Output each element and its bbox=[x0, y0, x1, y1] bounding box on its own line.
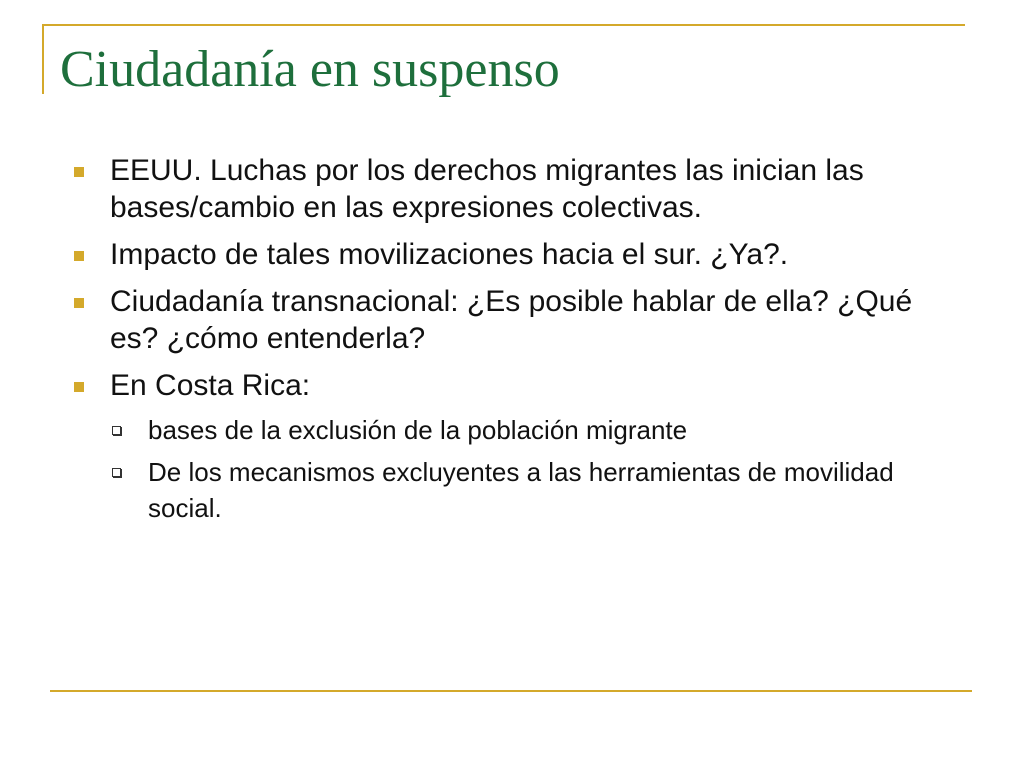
square-bullet-icon bbox=[74, 298, 84, 308]
slide-title: Ciudadanía en suspenso bbox=[60, 41, 560, 98]
bullet-item bbox=[68, 152, 948, 226]
top-rule bbox=[42, 24, 965, 26]
sub-bullet-item bbox=[110, 412, 948, 448]
bullet-text: Ciudadanía transnacional: ¿Es posible hablar de ella? ¿Qué es? ¿cómo entenderla? bbox=[110, 285, 913, 355]
square-bullet-icon bbox=[74, 251, 84, 261]
slide-body bbox=[68, 152, 948, 536]
left-rule bbox=[42, 24, 44, 94]
square-bullet-icon bbox=[74, 167, 84, 177]
sub-bullet-text: De los mecanismos excluyentes a las herramientas de movilidad social. bbox=[148, 457, 894, 523]
bullet-text: En Costa Rica: bbox=[110, 369, 311, 402]
bullet-text: EEUU. Luchas por los derechos migrantes las inician las bases/cambio en las expresiones colectivas. bbox=[110, 154, 864, 224]
sub-bullet-list bbox=[110, 412, 948, 526]
hollow-square-bullet-icon bbox=[112, 426, 121, 435]
bullet-list bbox=[68, 152, 948, 526]
bottom-rule bbox=[50, 690, 972, 692]
square-bullet-icon bbox=[74, 382, 84, 392]
bullet-item bbox=[68, 236, 948, 273]
bullet-text: Impacto de tales movilizaciones hacia el sur. ¿Ya?. bbox=[110, 238, 789, 271]
sub-bullet-text: bases de la exclusión de la población migrante bbox=[148, 415, 688, 445]
sub-bullet-item bbox=[110, 454, 948, 526]
bullet-item bbox=[68, 367, 948, 526]
hollow-square-bullet-icon bbox=[112, 468, 121, 477]
bullet-item bbox=[68, 283, 948, 357]
